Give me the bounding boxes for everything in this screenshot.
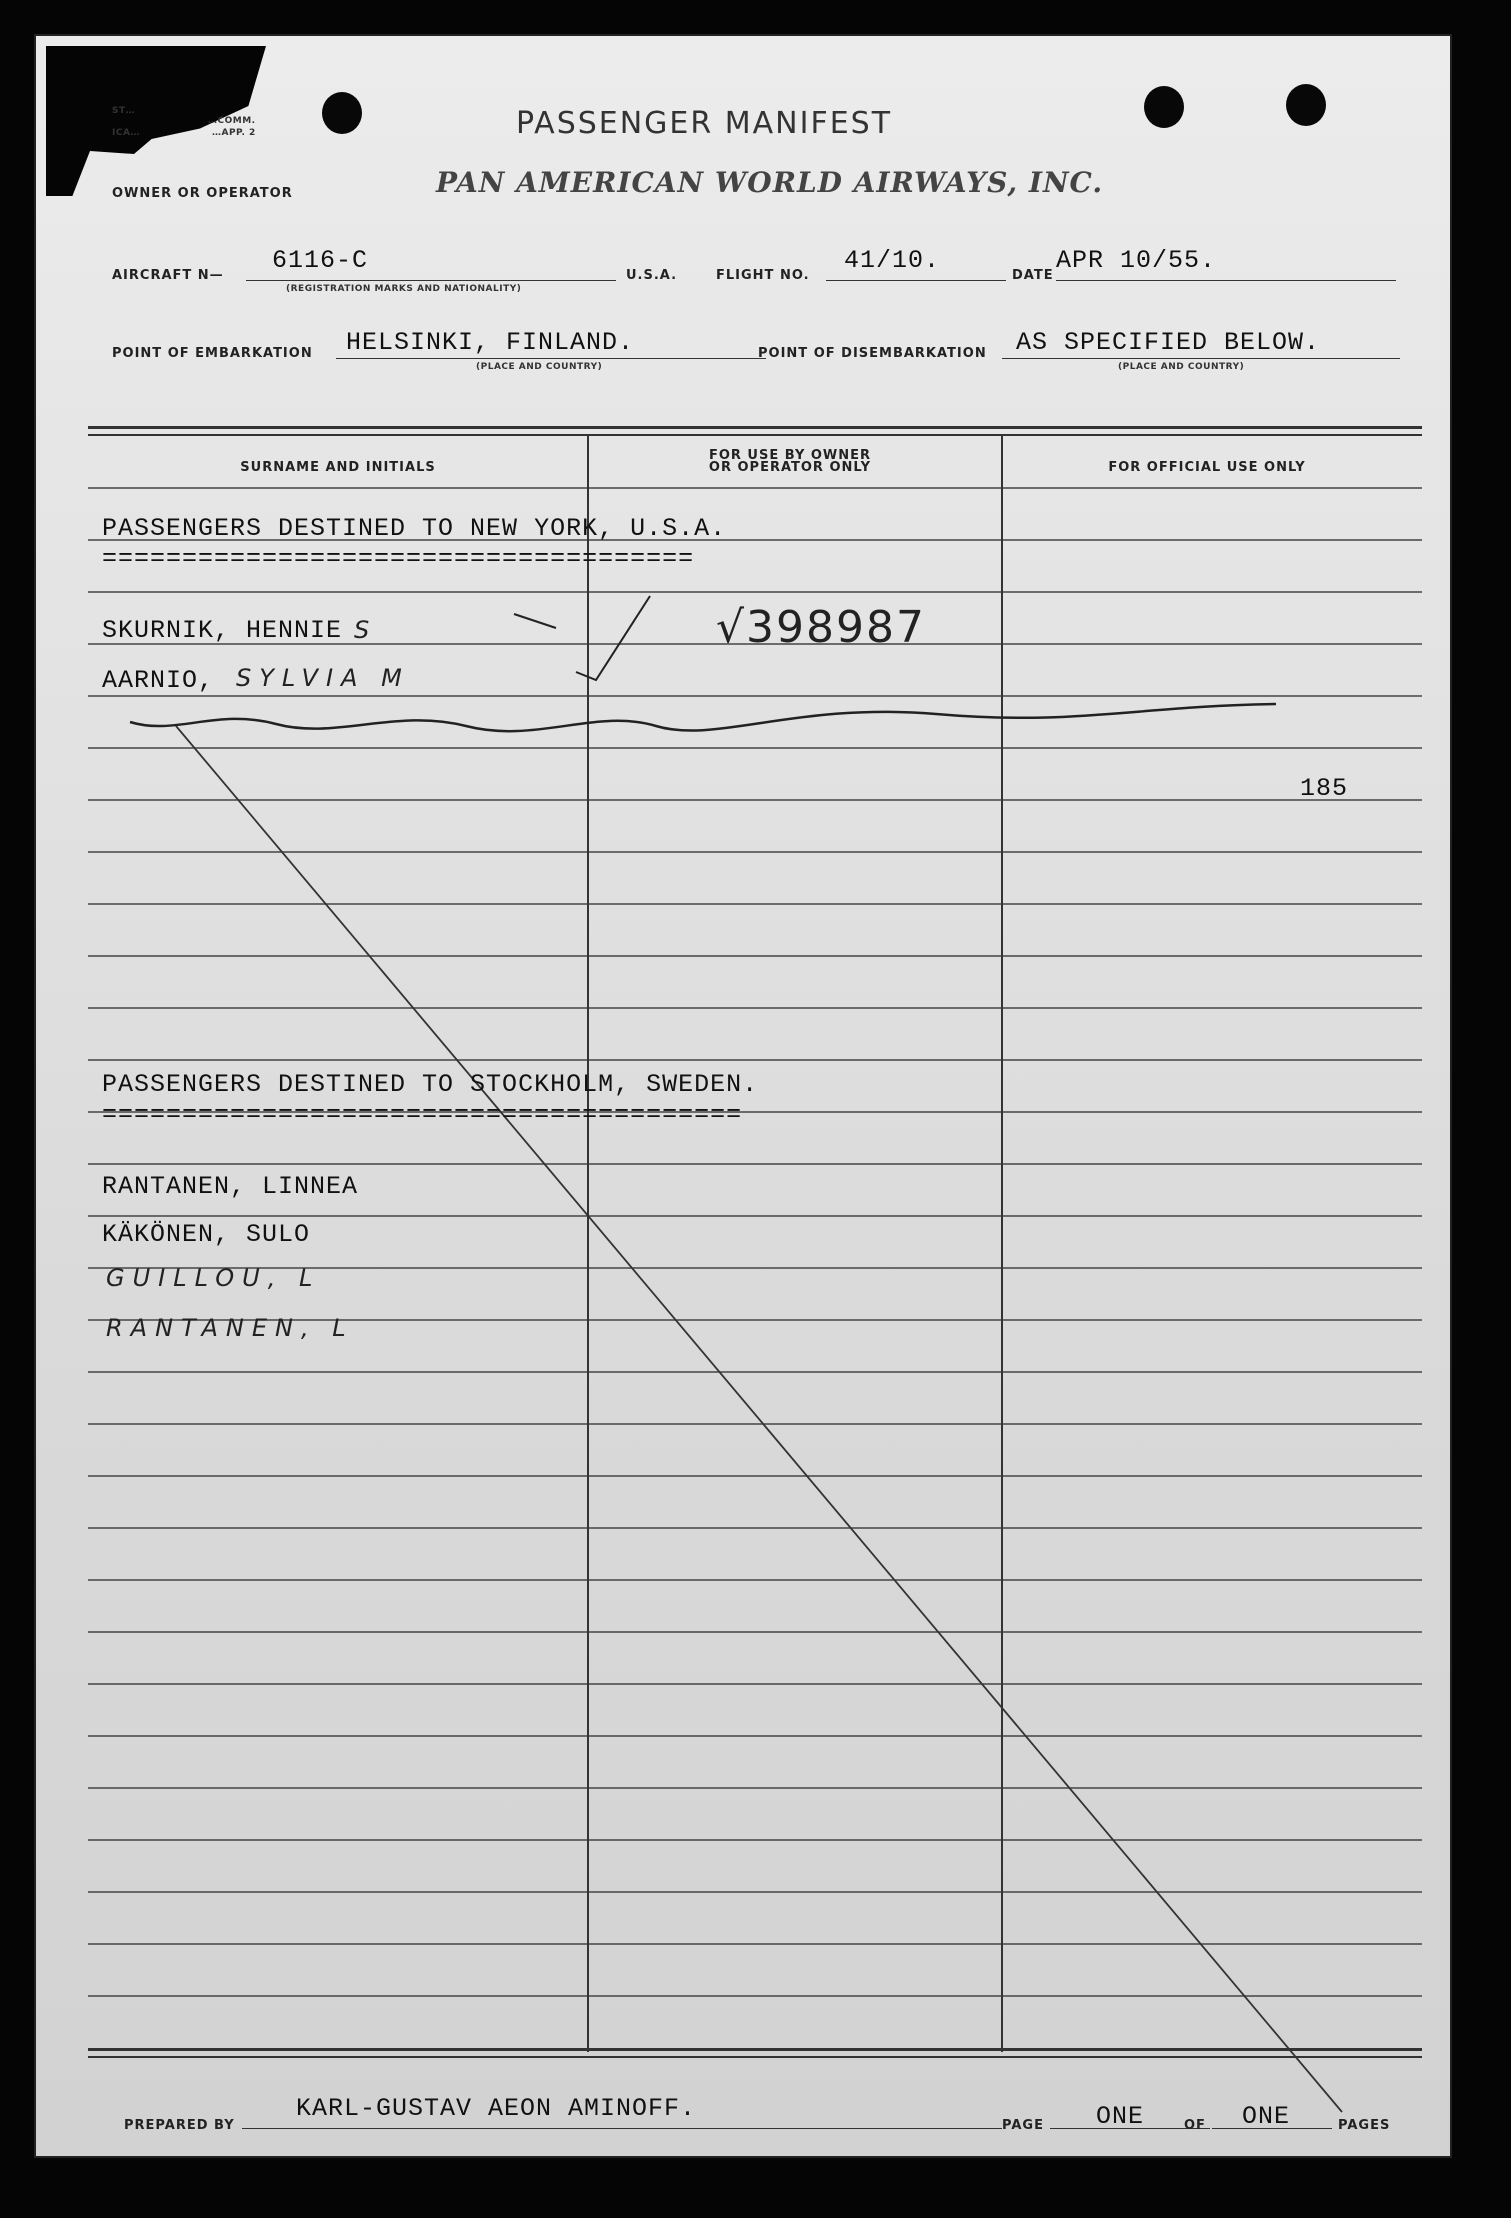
heading-underline: ===================================== (102, 544, 695, 573)
page-label: PAGE (1002, 2118, 1044, 2133)
prepared-label: PREPARED BY (124, 2118, 235, 2133)
passenger-name: RANTANEN, LINNEA (102, 1172, 359, 1201)
flight-value: 41/10. (844, 246, 941, 275)
page-title: PASSENGER MANIFEST (516, 106, 893, 141)
date-value: APR 10/55. (1056, 246, 1217, 275)
column-header-official: FOR OFFICIAL USE ONLY (1108, 460, 1306, 475)
handwritten-initial: S (354, 616, 378, 644)
passenger-name: SKURNIK, HENNIE (102, 616, 343, 645)
handwritten-number: √398987 (716, 602, 927, 653)
of-label: OF (1184, 2118, 1206, 2133)
disembark-caption: (PLACE AND COUNTRY) (1118, 362, 1245, 372)
date-label: DATE (1012, 268, 1054, 283)
usa-label: U.S.A. (626, 268, 678, 283)
aircraft-value: 6116-C (272, 246, 369, 275)
column-header-operator: FOR USE BY OWNER (708, 448, 872, 463)
handwritten-name: GUILLOU, L (106, 1264, 321, 1292)
of-value: ONE (1242, 2102, 1291, 2131)
embark-caption: (PLACE AND COUNTRY) (476, 362, 603, 372)
passenger-name: AARNIO, (102, 666, 215, 695)
diagonal-cancel-line (176, 726, 1342, 2112)
stamp-line: ST… (112, 106, 136, 116)
aircraft-label: AIRCRAFT N— (112, 268, 224, 283)
stamp-line: …COMM. (208, 116, 256, 126)
check-mark (514, 596, 650, 680)
stamp-line: ICA… (112, 128, 140, 138)
handwritten-name: RANTANEN, L (106, 1314, 354, 1342)
stamp-line: …APP. 2 (212, 128, 256, 138)
operator-name: PAN AMERICAN WORLD AIRWAYS, INC. (436, 166, 1104, 199)
pages-label: PAGES (1338, 2118, 1391, 2133)
strike-wave (130, 704, 1276, 731)
flight-label: FLIGHT NO. (716, 268, 810, 283)
heading-underline: ======================================== (102, 1100, 743, 1129)
column-header-operator: OR OPERATOR ONLY (708, 460, 872, 475)
aircraft-caption: (REGISTRATION MARKS AND NATIONALITY) (286, 284, 522, 294)
disembark-label: POINT OF DISEMBARKATION (758, 346, 987, 361)
disembark-value: AS SPECIFIED BELOW. (1016, 328, 1321, 357)
group-heading: PASSENGERS DESTINED TO NEW YORK, U.S.A. (102, 514, 727, 543)
owner-label: OWNER OR OPERATOR (112, 186, 293, 201)
margin-number: 185 (1300, 774, 1349, 803)
column-header-name: SURNAME AND INITIALS (240, 460, 436, 475)
manifest-sheet (34, 34, 1452, 2158)
page-value: ONE (1096, 2102, 1145, 2131)
group-heading: PASSENGERS DESTINED TO STOCKHOLM, SWEDEN. (102, 1070, 759, 1099)
prepared-value: KARL-GUSTAV AEON AMINOFF. (296, 2094, 697, 2123)
passenger-name: KÄKÖNEN, SULO (102, 1220, 311, 1249)
embark-label: POINT OF EMBARKATION (112, 346, 313, 361)
handwritten-name: SYLVIA M (236, 664, 410, 692)
embark-value: HELSINKI, FINLAND. (346, 328, 635, 357)
